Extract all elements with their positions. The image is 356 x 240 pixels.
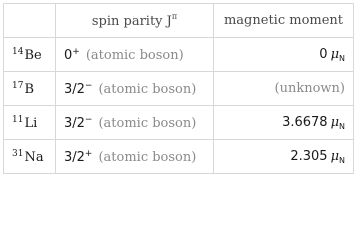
parity-sign: − — [84, 114, 93, 125]
moment-value: 0 — [319, 46, 328, 62]
unit-subscript: N — [339, 155, 345, 165]
unit-subscript: N — [339, 53, 345, 63]
spin-value: 0 — [64, 47, 73, 63]
moment-unit — [331, 149, 345, 164]
isotope-cell — [4, 140, 56, 174]
spin-note: (atomic boson) — [85, 47, 184, 63]
element-symbol: Be — [24, 47, 42, 63]
moment-value: 3.6678 — [282, 114, 328, 130]
parity-sign: + — [72, 46, 80, 57]
moment-unit — [331, 115, 345, 130]
moment-unit — [331, 47, 345, 62]
spin-note: (atomic boson) — [98, 149, 197, 165]
element-symbol: Li — [24, 115, 38, 131]
mass-number: 11 — [12, 114, 24, 125]
isotope-cell — [4, 38, 56, 72]
header-magnetic-moment: magnetic moment — [214, 4, 354, 38]
spin-value: 3/2 — [64, 149, 85, 165]
magnetic-moment-cell — [214, 140, 354, 174]
unit-symbol: μ — [330, 148, 340, 164]
table-row — [4, 38, 354, 72]
spin-value: 3/2 — [64, 81, 85, 97]
unit-symbol: μ — [330, 46, 340, 62]
spin-parity-cell — [56, 140, 214, 174]
moment-unknown: (unknown) — [274, 81, 345, 96]
spin-parity-cell — [56, 38, 214, 72]
header-spin-label: spin parity J — [91, 14, 172, 29]
header-spin-parity — [56, 4, 214, 38]
parity-sign: + — [84, 148, 93, 159]
header-row — [4, 4, 354, 38]
spin-parity-cell — [56, 106, 214, 140]
header-spin-sup: π — [171, 12, 178, 21]
element-symbol: Na — [24, 149, 44, 165]
mass-number: 17 — [12, 80, 24, 91]
table-row — [4, 106, 354, 140]
element-symbol: B — [24, 81, 35, 97]
mass-number: 31 — [12, 148, 24, 159]
magnetic-moment-cell — [214, 38, 354, 72]
spin-value: 3/2 — [64, 115, 85, 131]
unit-symbol: μ — [330, 114, 340, 130]
isotope-properties-table — [3, 3, 354, 174]
magnetic-moment-cell — [214, 72, 354, 106]
moment-value: 2.305 — [290, 148, 328, 164]
parity-sign: − — [84, 80, 93, 91]
spin-parity-cell — [56, 72, 214, 106]
mass-number: 14 — [12, 46, 24, 57]
header-corner — [4, 4, 56, 38]
table-row — [4, 72, 354, 106]
isotope-cell — [4, 72, 56, 106]
spin-note: (atomic boson) — [98, 81, 197, 97]
table-row — [4, 140, 354, 174]
spin-note: (atomic boson) — [98, 115, 197, 131]
unit-subscript: N — [339, 121, 345, 131]
isotope-cell — [4, 106, 56, 140]
magnetic-moment-cell — [214, 106, 354, 140]
